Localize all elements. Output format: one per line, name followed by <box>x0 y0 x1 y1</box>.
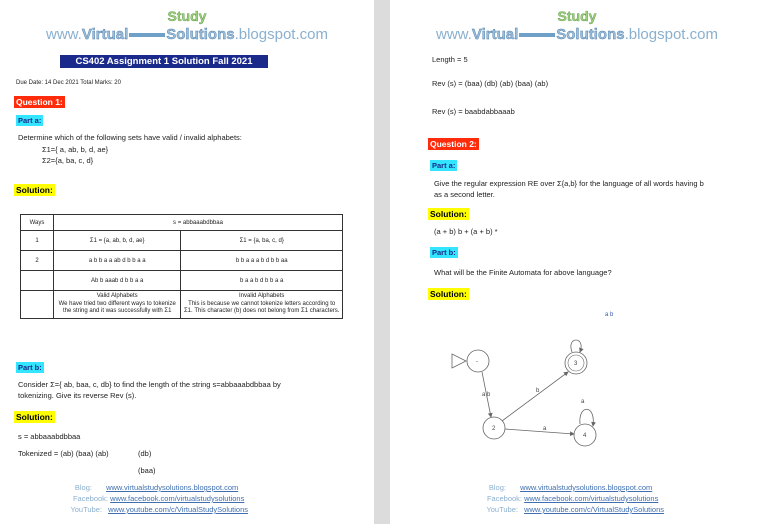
table-cell: 2 <box>21 251 54 271</box>
solution-heading: Solution: <box>16 185 53 195</box>
token-db: (db) <box>138 449 152 458</box>
logo-domain: .blogspot.com <box>624 26 718 43</box>
question-1-heading: Question 1: <box>16 97 63 107</box>
edge-2-to-4 <box>505 429 574 434</box>
part-a-label: Part a: <box>18 116 42 125</box>
edge-3-loop <box>571 340 581 352</box>
blog-link[interactable]: www.virtualstudysolutions.blogspot.com <box>106 483 239 492</box>
rev-line-2: Rev (s) = baabdabbaaab <box>432 107 515 116</box>
logo-www: www. <box>46 26 82 43</box>
start-arrow-icon <box>452 354 466 368</box>
table-row <box>21 271 343 291</box>
edge-label-ab: a b <box>482 392 491 398</box>
edge-2-to-3 <box>502 372 568 421</box>
part-b-text-2: tokenizing. Give its reverse Rev (s). <box>18 391 137 400</box>
table-cell: a b b a a ab d b b a a <box>54 251 181 271</box>
facebook-label: Facebook: <box>72 494 108 503</box>
table-cell <box>21 271 54 291</box>
state-start <box>467 350 489 372</box>
fa-label-ab: a b <box>605 312 614 318</box>
sigma-1: Σ1={ a, ab, b, d, ae} <box>42 145 109 154</box>
table-cell: b a a b d b b a a <box>181 271 343 291</box>
logo-www: www. <box>436 26 472 43</box>
table-cell: Ab b aaab d b b a a <box>54 271 181 291</box>
edge-label-b: b <box>536 388 540 394</box>
site-logo <box>0 6 374 50</box>
footer-links <box>0 482 374 515</box>
facebook-link[interactable]: www.facebook.com/virtualstudysolutions <box>524 494 659 503</box>
length-line: Length = 5 <box>432 55 468 64</box>
table-row <box>21 215 343 231</box>
logo-study-text: Study <box>167 8 207 24</box>
regex-answer: (a + b) b + (a + b) * <box>434 227 498 236</box>
table-cell: Valid Alphabets We have tried two different ways to tokenize the string and it was successfully with Σ1 <box>54 291 181 319</box>
table-cell: Ways <box>21 215 54 231</box>
tokenized-line: Tokenized = (ab) (baa) (ab) <box>18 449 109 458</box>
youtube-label: YouTube: <box>486 505 518 514</box>
logo-solutions: Solutions <box>166 26 235 43</box>
loop-label-a: a <box>581 399 585 405</box>
solution-heading-2: Solution: <box>16 412 53 422</box>
question-2-heading: Question 2: <box>430 139 477 149</box>
table-cell: b b a a a b d b b aa <box>181 251 343 271</box>
finite-automaton-diagram <box>390 0 764 524</box>
table-row <box>21 251 343 271</box>
tokenization-table <box>20 214 343 319</box>
part-a-label: Part a: <box>432 161 456 170</box>
part-b-label: Part b: <box>432 248 456 257</box>
state-start-label: - <box>476 359 478 365</box>
table-cell: Invalid Alphabets This is because we cannot tokenize letters according to Σ1. This character (b) does not belong from Σ1 characters. <box>181 291 343 319</box>
table-cell: s = abbaaabdbbaa <box>54 215 343 231</box>
q2-text-1: Give the regular expression RE over Σ{a,b} for the language of all words having b <box>434 179 704 188</box>
blog-link[interactable]: www.virtualstudysolutions.blogspot.com <box>520 483 653 492</box>
blog-label: Blog: <box>74 483 92 492</box>
state-4-label: 4 <box>583 433 587 439</box>
part-b-label: Part b: <box>18 363 42 372</box>
solution-heading: Solution: <box>430 209 467 219</box>
part-b-text-1: Consider Σ={ ab, baa, c, db} to find the length of the string s=abbaaabdbbaa by <box>18 380 281 389</box>
page-left <box>0 0 374 524</box>
page-divider <box>374 0 390 524</box>
youtube-link[interactable]: www.youtube.com/c/VirtualStudySolutions <box>108 505 249 514</box>
logo-domain: .blogspot.com <box>234 26 328 43</box>
s-string: s = abbaaabdbbaa <box>18 432 81 441</box>
doc-title: CS402 Assignment 1 Solution Fall 2021 <box>60 55 268 68</box>
page-right <box>390 0 764 524</box>
facebook-label: Facebook: <box>486 494 522 503</box>
due-date: Due Date: 14 Dec 2021 Total Marks: 20 <box>16 80 121 86</box>
state-2-label: 2 <box>492 426 496 432</box>
q2-text-2: as a second letter. <box>434 190 495 199</box>
state-3-label: 3 <box>574 361 578 367</box>
table-cell <box>21 291 54 319</box>
table-cell: 1 <box>21 231 54 251</box>
solution-heading-2: Solution: <box>430 289 467 299</box>
logo-virtual: Virtual <box>81 26 129 43</box>
table-cell: Σ1 = {a, ba, c, d} <box>181 231 343 251</box>
logo-virtual: Virtual <box>471 26 519 43</box>
table-row <box>21 291 343 319</box>
logo-solutions: Solutions <box>556 26 625 43</box>
q2-partb-text: What will be the Finite Automata for above language? <box>434 268 612 277</box>
youtube-link[interactable]: www.youtube.com/c/VirtualStudySolutions <box>524 505 665 514</box>
youtube-label: YouTube: <box>70 505 102 514</box>
edge-4-loop <box>580 409 593 426</box>
sigma-2: Σ2={a, ba, c, d} <box>42 156 94 165</box>
q1-text: Determine which of the following sets have valid / invalid alphabets: <box>18 133 242 142</box>
rev-line-1: Rev (s) = (baa) (db) (ab) (baa) (ab) <box>432 79 549 88</box>
facebook-link[interactable]: www.facebook.com/virtualstudysolutions <box>110 494 245 503</box>
blog-label: Blog: <box>488 483 506 492</box>
token-baa: (baa) <box>138 466 156 475</box>
footer-links <box>390 482 764 515</box>
logo-study-text: Study <box>557 8 597 24</box>
edge-label-a: a <box>543 426 547 432</box>
table-row <box>21 231 343 251</box>
logo-bar <box>129 33 165 37</box>
table-cell: Σ1 = {a, ab, b, d, ae} <box>54 231 181 251</box>
